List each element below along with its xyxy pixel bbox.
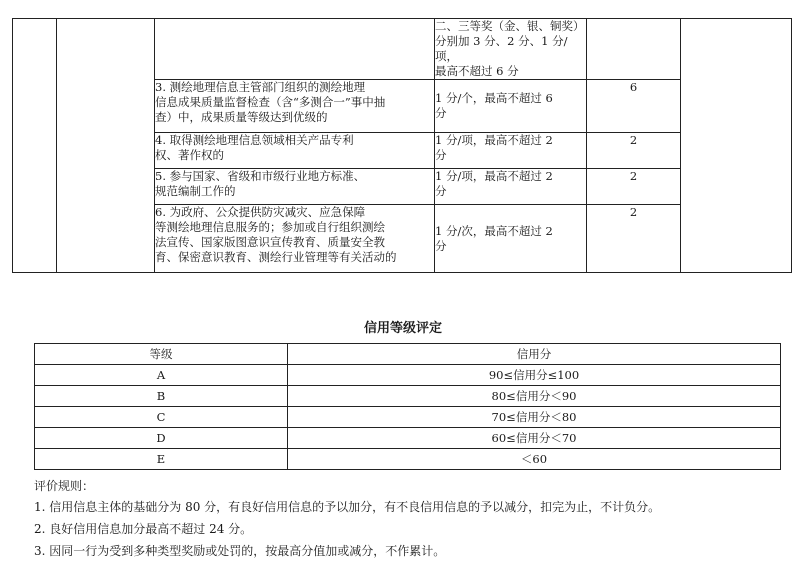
item-text: 6. 为政府、公众提供防灾减灾、应急保障 等测绘地理信息服务的；参加或自行组织测绘 法宣传、国家版图意识宣传教育、质量安全教 育、保密意识教育、测绘行业管理等有关活动的 [155, 205, 397, 264]
table-row [35, 449, 781, 470]
rule-item: 1. 信用信息主体的基础分为 80 分，有良好信用信息的予以加分，有不良信用信息的予以减分，扣完为止，不计负分。 [34, 500, 661, 514]
grade-cell: B [35, 386, 288, 407]
category-cell [13, 19, 57, 273]
item-text: 3. 测绘地理信息主管部门组织的测绘地理 信息成果质量监督检查（含“多测合一”事中抽 查）中，成果质量等级达到优级的 [155, 80, 386, 124]
rule-item: 2. 良好信用信息加分最高不超过 24 分。 [34, 522, 253, 536]
item-cell [155, 169, 435, 205]
table-row [35, 407, 781, 428]
item-text: 4. 取得测绘地理信息领域相关产品专利 权、著作权的 [155, 133, 354, 162]
header-row [35, 344, 781, 365]
score-cell: 6 [587, 80, 681, 133]
item-text: 5. 参与国家、省级和市级行业地方标准、 规范编制工作的 [155, 169, 366, 198]
grade-cell: E [35, 449, 288, 470]
header-credit-score: 信用分 [288, 344, 781, 365]
credit-rating-table [34, 343, 781, 470]
subcategory-cell [57, 19, 155, 273]
rule-cell [435, 205, 587, 273]
rule-cell [435, 133, 587, 169]
rule-text: 1 分/个，最高不超过 6 分 [435, 91, 553, 120]
score-cell: 2 [587, 205, 681, 273]
grade-cell: A [35, 365, 288, 386]
evaluation-rules [34, 476, 794, 562]
table-row [35, 386, 781, 407]
score-cell: 2 [587, 133, 681, 169]
score-cell: 2 [587, 169, 681, 205]
range-cell: 80≤信用分＜90 [288, 386, 781, 407]
grade-cell: C [35, 407, 288, 428]
table-row [13, 19, 792, 80]
item-cell [155, 19, 435, 80]
credit-rating-title: 信用等级评定 [363, 321, 442, 336]
item-cell [155, 80, 435, 133]
rules-heading: 评价规则： [34, 479, 95, 493]
rule-text: 1 分/项，最高不超过 2 分 [435, 169, 553, 198]
rule-text: 1 分/次，最高不超过 2 分 [435, 223, 553, 253]
score-cell [587, 19, 681, 80]
range-cell: 60≤信用分＜70 [288, 428, 781, 449]
header-grade: 等级 [35, 344, 288, 365]
rule-text: 二、三等奖（金、银、铜奖） 分别加 3 分、2 分、1 分/项， 最高不超过 6 分 [435, 19, 585, 78]
item-cell [155, 205, 435, 273]
range-cell: 90≤信用分≤100 [288, 365, 781, 386]
rule-cell [435, 169, 587, 205]
range-cell: 70≤信用分＜80 [288, 407, 781, 428]
rule-item: 3. 因同一行为受到多种类型奖励或处罚的，按最高分值加或减分，不作累计。 [34, 544, 446, 558]
remark-cell [681, 19, 792, 273]
scoring-table [12, 18, 792, 273]
table-row [35, 365, 781, 386]
item-cell [155, 133, 435, 169]
rule-cell [435, 80, 587, 133]
rule-text: 1 分/项，最高不超过 2 分 [435, 133, 553, 162]
table-row [35, 428, 781, 449]
rule-cell [435, 19, 587, 80]
range-cell: ＜60 [288, 449, 781, 470]
grade-cell: D [35, 428, 288, 449]
